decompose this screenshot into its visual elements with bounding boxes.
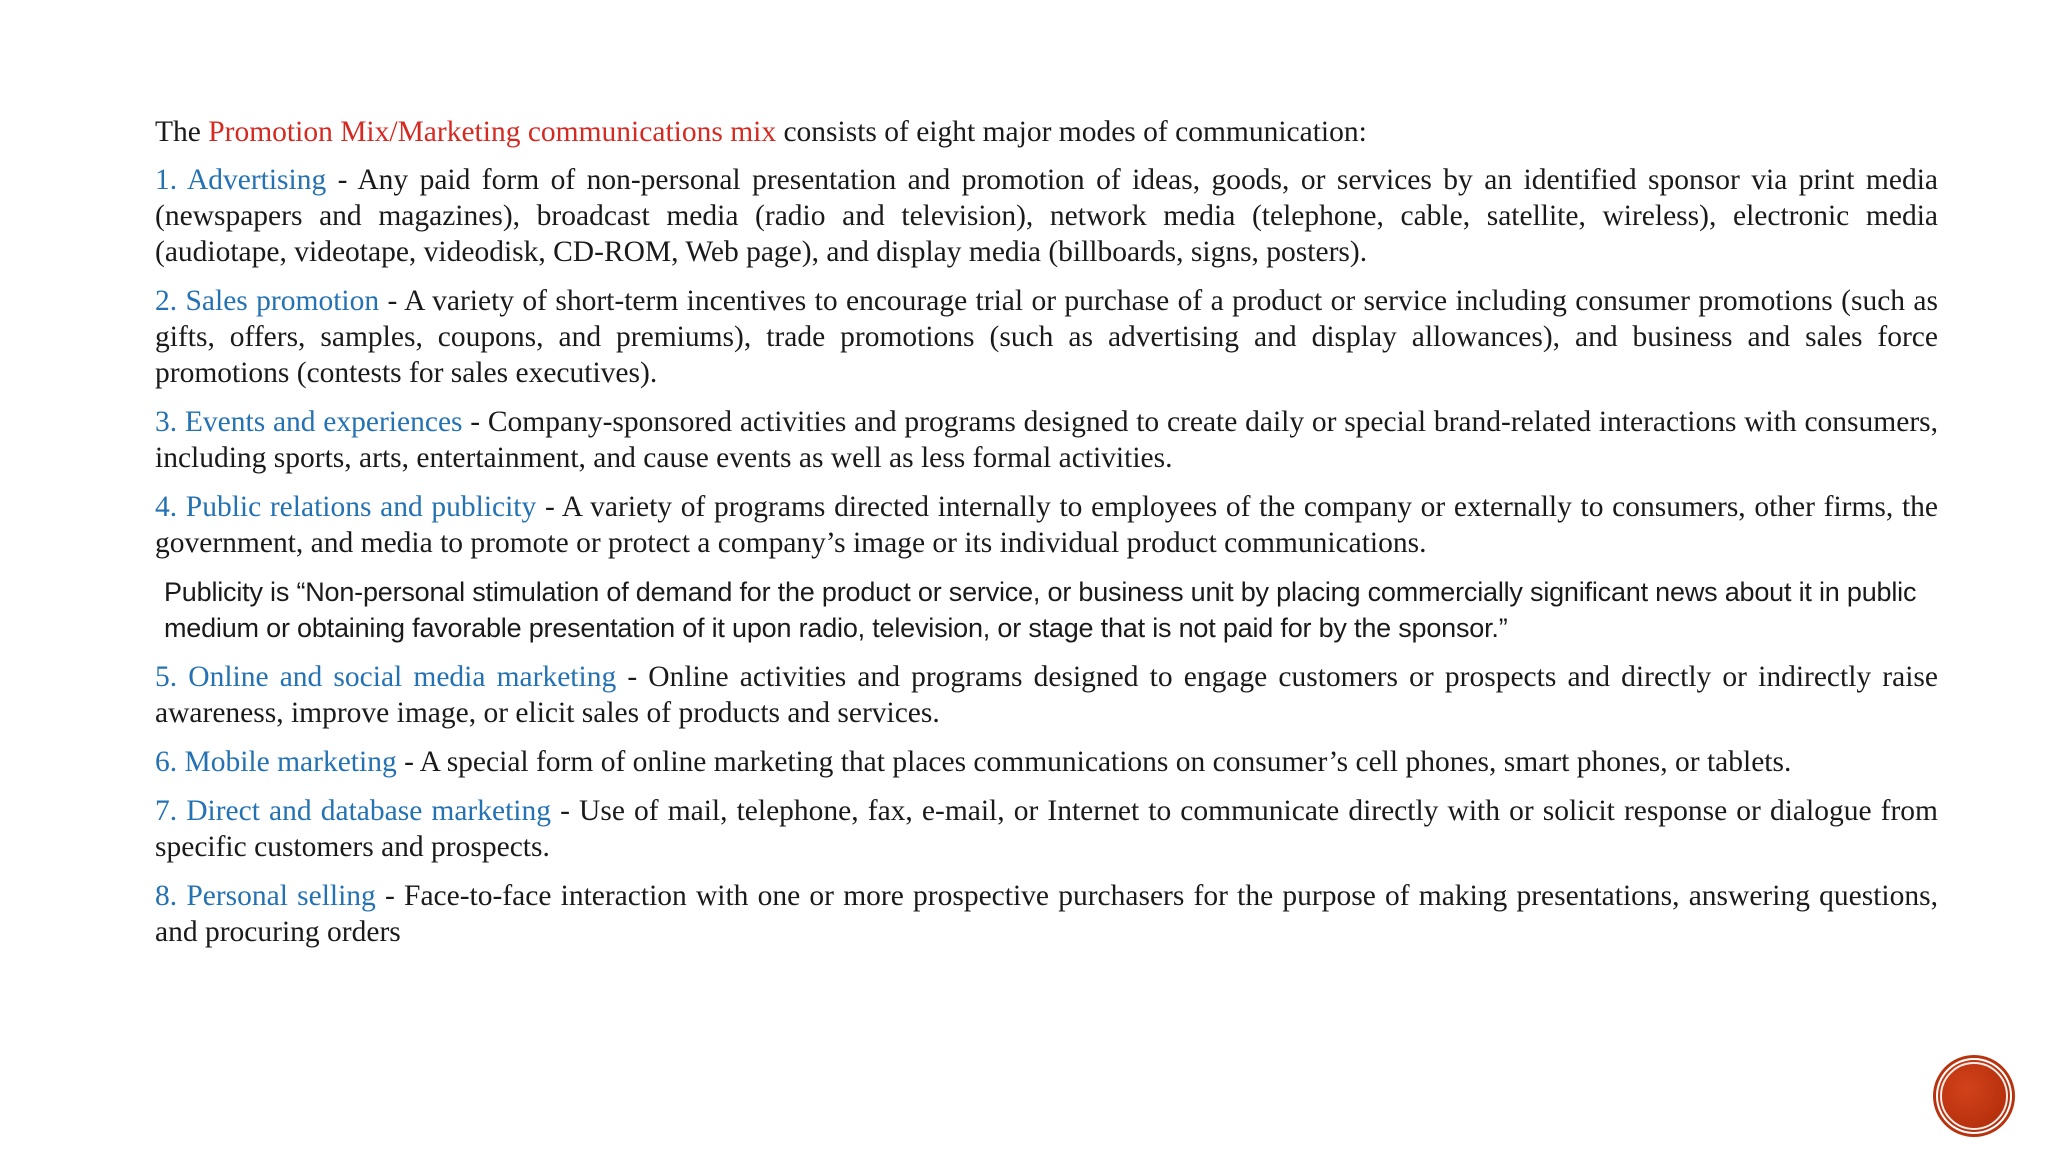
item-term: 7. Direct and database marketing [155,795,551,827]
list-item-sales-promotion [155,283,1938,391]
list-item-events [155,404,1938,476]
item-term: 2. Sales promotion [155,285,380,317]
slide-content [155,114,1938,963]
intro-suffix: consists of eight major modes of communication: [776,116,1367,148]
list-item-advertising [155,162,1938,270]
item-term: 4. Public relations and publicity [155,491,537,523]
item-term: 3. Events and experiences [155,406,463,438]
intro-highlight: Promotion Mix/Marketing communications mix [208,116,777,148]
list-item-personal-selling [155,878,1938,950]
item-term: 8. Personal selling [155,880,376,912]
publicity-quote: Publicity is “Non-personal stimulation of demand for the product or service, or business unit by placing commercially significant news about it in public medium or obtaining favorable presentation of it upon radio, television, or stage that is not paid for by the sponsor.” [164,577,1917,643]
item-term: 6. Mobile marketing [155,746,397,778]
item-term: 1. Advertising [155,164,327,196]
item-text: - A variety of programs directed internally to employees of the company or externally to consumers, other firms, the government, and media to promote or protect a company’s image or its individual product communications. [155,491,1938,559]
list-item-mobile [155,744,1938,780]
item-term: 5. Online and social media marketing [155,661,617,693]
item-text: - Use of mail, telephone, fax, e-mail, or Internet to communicate directly with or solicit response or dialogue from specific customers and prospects. [155,795,1938,863]
item-text: - Company-sponsored activities and programs designed to create daily or special brand-related interactions with consumers, including sports, arts, entertainment, and cause events as well as less formal activities. [155,406,1938,474]
list-item-online-social [155,659,1938,731]
list-item-direct-database [155,793,1938,865]
item-text: - A variety of short-term incentives to encourage trial or purchase of a product or service including consumer promotions (such as gifts, offers, samples, coupons, and premiums), trade promotions (such as advertising and display allowances), and business and sales force promotions (contests for sales executives). [155,285,1938,389]
item-text: - Any paid form of non-personal presentation and promotion of ideas, goods, or services by an identified sponsor via print media (newspapers and magazines), broadcast media (radio and television), network media (telephone, cable, satellite, wireless), electronic media (audiotape, videotape, videodisk, CD-ROM, Web page), and display media (billboards, signs, posters). [155,164,1938,268]
intro-prefix: The [155,116,209,148]
intro-line [155,114,1938,150]
item-text: - A special form of online marketing that places communications on consumer’s cell phones, smart phones, or tablets. [396,746,1792,778]
list-item-public-relations [155,489,1938,561]
item-text: - Online activities and programs designed to engage customers or prospects and directly or indirectly raise awareness, improve image, or elicit sales of products and services. [155,661,1938,729]
slide-corner-circle-icon [1936,1058,2012,1134]
item-text: - Face-to-face interaction with one or more prospective purchasers for the purpose of making presentations, answering questions, and procuring orders [155,880,1938,948]
